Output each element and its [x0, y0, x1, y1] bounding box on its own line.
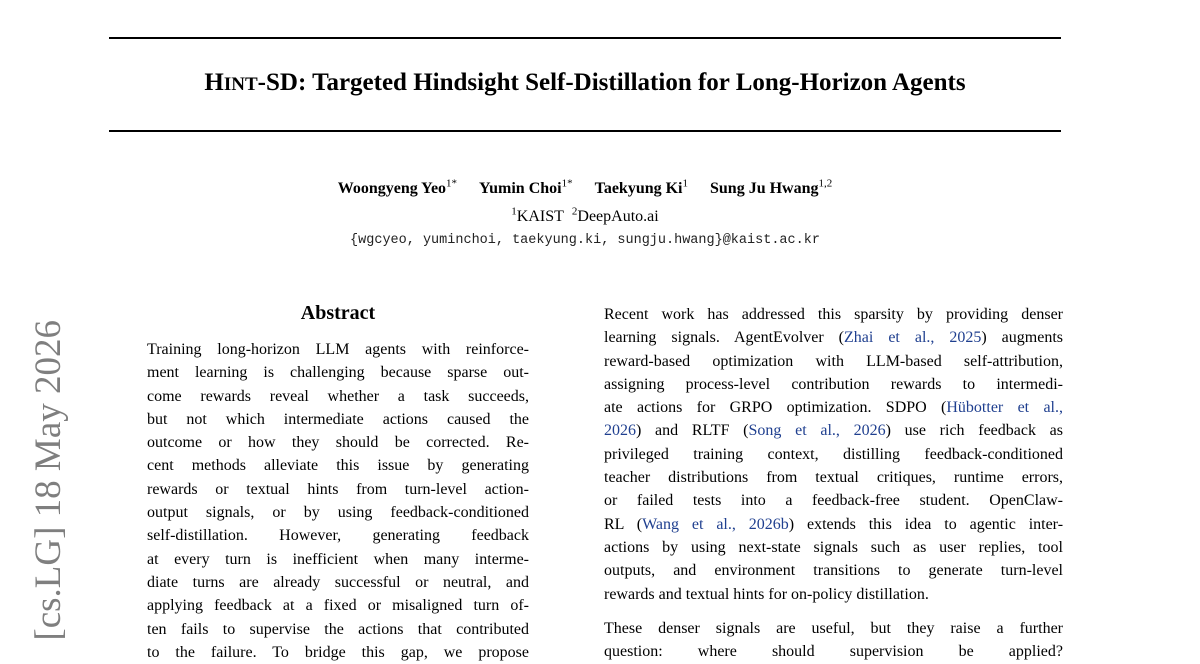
text-line: ate actions for GRPO optimization. SDPO (Hübotter et al., [604, 399, 1063, 417]
abstract-line: but not which intermediate actions caused the [147, 410, 529, 428]
affiliation: $^2$DeepAuto.ai [571, 206, 659, 226]
citation-link[interactable]: Zhai et al., 2025 [844, 329, 982, 347]
abstract-body [147, 338, 529, 664]
intro-paragraph-1 [604, 303, 1063, 606]
citation-link[interactable]: Hübotter et al., [946, 399, 1063, 417]
text-line: 2026) and RLTF (Song et al., 2026) use rich feedback as [604, 422, 1064, 440]
text-line: assigning process-level contribution rewards to intermedi- [604, 375, 1063, 393]
title-rest: -SD: Targeted Hindsight Self-Distillation for Long-Horizon Agents [257, 69, 966, 96]
abstract-line: to the failure. To bridge this gap, we propose [147, 643, 529, 661]
title-initial: H [204, 69, 224, 96]
author-name: Taekyung Ki$^1$ [594, 178, 688, 198]
author-name: Yumin Choi$^{1*}$ [479, 178, 573, 198]
text-line: rewards and textual hints for on-policy distillation. [604, 585, 929, 603]
paper-title [109, 66, 1061, 102]
title-rule-bottom [109, 130, 1061, 132]
abstract-line: ment learning is challenging because sparse out- [147, 364, 529, 382]
arxiv-stamp-text: [cs.LG] 18 May 2026 [28, 320, 69, 641]
affiliation-list [0, 201, 1170, 228]
title-smallcaps: INT [223, 74, 258, 95]
text-line: question: where should supervision be applied? [604, 643, 1063, 661]
abstract-line: come rewards reveal whether a task succeeds, [147, 387, 529, 405]
affiliation: $^1$KAIST [511, 206, 564, 226]
abstract-line: rewards or textual hints from turn-level action- [147, 480, 529, 498]
text-line: actions by using next-state signals such as user replies, tool [604, 538, 1063, 556]
author-emails: {wgcyeo, yuminchoi, taekyung.ki, sungju.hwang}@kaist.ac.kr [350, 233, 820, 248]
abstract-line: applying feedback at a fixed or misaligned turn of- [147, 597, 529, 615]
text-line: outputs, and environment transitions to generate turn-level [604, 562, 1063, 580]
citation-link[interactable]: 2026 [604, 422, 636, 440]
text-line: reward-based optimization with LLM-based self-attribution, [604, 352, 1063, 370]
abstract-line: output signals, or by using feedback-conditioned [147, 504, 529, 522]
arxiv-stamp [25, 320, 75, 648]
text-line: privileged training context, distilling feedback-conditioned [604, 445, 1063, 463]
abstract-heading: Abstract [300, 302, 376, 324]
text-line: RL (Wang et al., 2026b) extends this idea to agentic inter- [604, 515, 1064, 533]
author-name: Sung Ju Hwang$^{1,2}$ [710, 178, 833, 198]
text-line: or failed tests into a feedback-free student. OpenClaw- [604, 492, 1063, 510]
abstract-line: ten fails to supervise the actions that contributed [147, 620, 529, 638]
abstract-line: Training long-horizon LLM agents with reinforce- [147, 341, 529, 358]
abstract-line: at every turn is inefficient when many interme- [147, 550, 529, 568]
text-line: teacher distributions from textual critiques, runtime errors, [604, 469, 1063, 487]
introduction-column [604, 303, 1063, 663]
citation-link[interactable]: Song et al., 2026 [748, 422, 886, 440]
abstract-line: outcome or how they should be corrected. Re- [147, 434, 529, 452]
title-rule-top [109, 37, 1061, 39]
author-name: Woongyeng Yeo$^{1*}$ [337, 178, 458, 198]
intro-paragraph-2 [604, 617, 1063, 664]
abstract-line: self-distillation. However, generating feedback [147, 527, 529, 545]
text-line: Recent work has addressed this sparsity by providing denser [604, 306, 1063, 323]
text-line: These denser signals are useful, but they raise a further [604, 619, 1063, 637]
abstract-line: diate turns are already successful or neutral, and [147, 573, 529, 591]
citation-link[interactable]: Wang et al., 2026b [642, 515, 789, 533]
abstract-line: cent methods alleviate this issue by generating [147, 457, 529, 475]
author-list [0, 173, 1170, 200]
text-line: learning signals. AgentEvolver (Zhai et al., 2025) augments [604, 329, 1064, 347]
